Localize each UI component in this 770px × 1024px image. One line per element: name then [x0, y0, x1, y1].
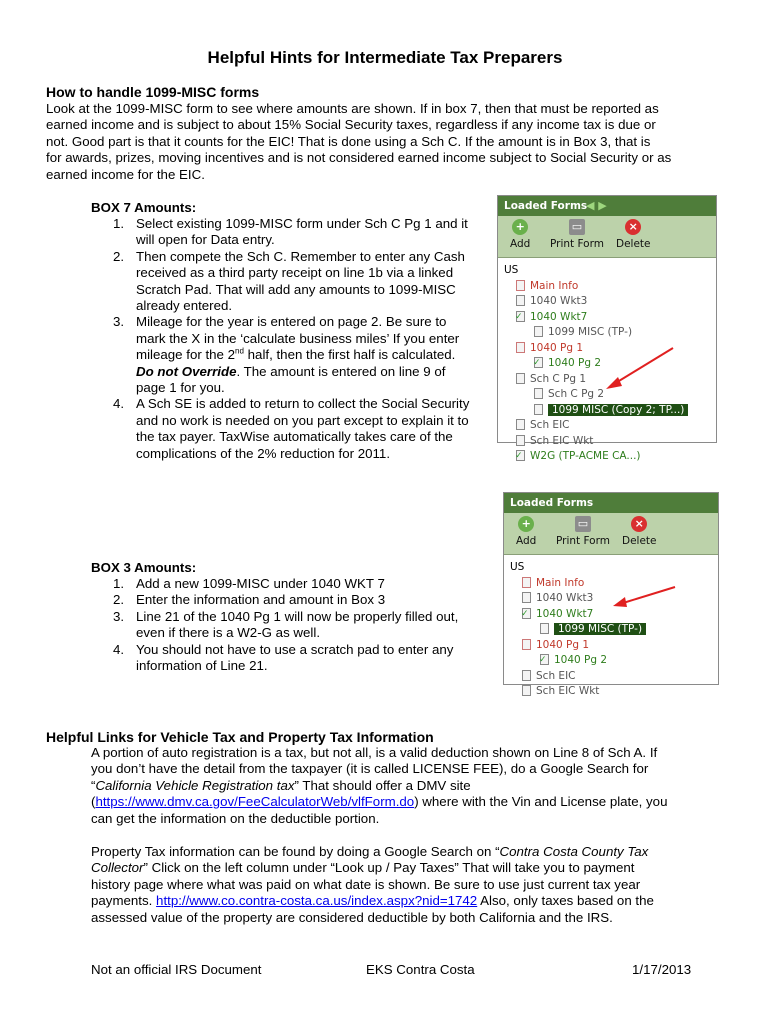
- form-icon: [516, 295, 525, 306]
- tree-label: Sch EIC: [530, 419, 570, 431]
- intro-line: for awards, prizes, moving incentives and is not considered earned income subject to Social Security or as: [46, 150, 672, 166]
- form-icon: [534, 388, 543, 399]
- list-number: 4.: [113, 396, 125, 412]
- list-item: [91, 592, 511, 608]
- para-text: Also, only taxes based on the: [477, 893, 654, 909]
- add-label: Add: [510, 238, 531, 250]
- tree-label: Sch C Pg 1: [530, 372, 587, 385]
- list-number: 1.: [113, 576, 125, 591]
- para-text: Property Tax information can be found by doing a Google Search on “: [91, 844, 500, 859]
- tree-label: 1040 Pg 1: [530, 341, 584, 354]
- tree-item[interactable]: [504, 324, 716, 340]
- step-line: page 1 for you.: [136, 380, 225, 396]
- tree-label: 1040 Wkt7: [530, 310, 588, 323]
- box7-steps: [91, 216, 511, 462]
- para-line: assessed value of the property are considered deductible by both California and the IRS.: [91, 909, 613, 925]
- step-text: . The amount is entered on line 9 of: [236, 363, 446, 379]
- step-line: [136, 347, 511, 363]
- step-line: Scratch Pad. That will add any amounts to 1099-MISC: [136, 281, 456, 297]
- form-icon: [522, 592, 531, 603]
- intro-line: Look at the 1099-MISC form to see where amounts are shown. If in box 7, then that must be reported as: [46, 101, 659, 116]
- tree-label: 1099 MISC (TP-): [554, 623, 646, 635]
- form-icon: [534, 404, 543, 415]
- list-item: [91, 249, 511, 315]
- list-number: 2.: [113, 248, 125, 264]
- form-icon: [522, 685, 531, 696]
- tree-item[interactable]: [504, 293, 716, 309]
- tree-item[interactable]: [510, 668, 718, 684]
- para-line: [91, 860, 708, 876]
- form-icon: [534, 326, 543, 337]
- red-arrow-icon: [598, 344, 678, 394]
- step-line: information of Line 21.: [136, 658, 268, 674]
- step-line: mark the X in the ‘calculate business miles’ If you enter: [136, 330, 460, 346]
- intro-line: earned income for the EIC.: [46, 166, 205, 182]
- form-icon: [516, 419, 525, 430]
- list-number: 2.: [113, 592, 125, 608]
- tree-item[interactable]: [510, 637, 718, 653]
- panel-title: Loaded Forms: [510, 497, 594, 509]
- para-text: payments.: [91, 893, 157, 909]
- loaded-forms-panel-2: [503, 492, 719, 697]
- step-line: A Sch SE is added to return to collect the Social Security: [136, 396, 470, 412]
- step-line: and no work is needed on you part except to explain it to: [136, 412, 469, 428]
- list-number: 1.: [113, 216, 125, 231]
- para-line: [91, 794, 708, 810]
- list-item: [91, 216, 511, 249]
- para-line: [91, 893, 708, 909]
- form-check-icon: [540, 654, 549, 665]
- print-form-button[interactable]: [556, 515, 610, 548]
- para-line: [91, 844, 708, 860]
- contra-costa-link[interactable]: http://www.co.contra-costa.ca.us/index.aspx?nid=1742: [156, 893, 478, 909]
- intro-line: earned income and is subject to about 15% Social Security taxes, regardless if any income tax is due or: [46, 117, 656, 133]
- step-line: even if there is a W2-G as well.: [136, 625, 321, 641]
- step-text: mileage for the 2: [136, 347, 236, 363]
- tree-label: 1040 Pg 2: [554, 654, 608, 666]
- tree-item[interactable]: [504, 278, 716, 294]
- para-text: ) where with the Vin and License plate, you: [414, 794, 668, 810]
- form-check-icon: [522, 608, 531, 619]
- printer-icon: ▭: [575, 516, 591, 532]
- footer-date: 1/17/2013: [632, 962, 692, 977]
- para-line: can get the information on the deductible portion.: [91, 810, 380, 826]
- property-tax-paragraph: [91, 844, 708, 926]
- search-term: Contra Costa County Tax: [499, 844, 649, 859]
- intro-paragraph: [46, 101, 708, 183]
- tree-label: W2G (TP-ACME CA...): [530, 450, 641, 462]
- search-term: Collector: [91, 860, 144, 876]
- delete-button[interactable]: [616, 218, 651, 251]
- step-line: will open for Data entry.: [136, 232, 275, 248]
- step-line: the tax payer. TaxWise automatically takes care of the: [136, 429, 453, 445]
- list-number: 3.: [113, 608, 125, 624]
- form-icon: [522, 577, 531, 588]
- search-term: California Vehicle Registration tax: [95, 777, 295, 793]
- para-line: [91, 778, 708, 794]
- form-icon: [522, 670, 531, 681]
- step-line: received as a third party receipt on line 1b via a linked: [136, 265, 454, 281]
- print-label: Print Form: [550, 238, 604, 250]
- delete-icon: ×: [625, 219, 641, 235]
- form-icon: [516, 373, 525, 384]
- tree-label: Sch C Pg 2: [548, 388, 605, 400]
- footer-left: Not an official IRS Document: [91, 962, 262, 977]
- list-number: 3.: [113, 314, 125, 330]
- step-line: Add a new 1099-MISC under 1040 WKT 7: [136, 576, 385, 591]
- list-item: [91, 576, 511, 592]
- para-line: A portion of auto registration is a tax, but not all, is a valid deduction shown on Line 8 of Sch A. If: [91, 745, 658, 760]
- form-icon: [540, 623, 549, 634]
- vehicle-tax-paragraph: [91, 745, 708, 827]
- tree-item[interactable]: [504, 309, 716, 325]
- panel-header: [498, 196, 716, 216]
- step-line: Then compete the Sch C. Remember to enter any Cash: [136, 248, 465, 264]
- tree-label: Sch EIC Wkt: [536, 685, 600, 697]
- list-item: [91, 609, 511, 642]
- add-button[interactable]: [516, 515, 536, 548]
- para-line: you don’t have the detail from the taxpayer (it is called LICENSE FEE), do a Google Search for: [91, 761, 649, 777]
- box7-heading: BOX 7 Amounts:: [91, 200, 197, 215]
- step-line: Line 21 of the 1040 Pg 1 will now be properly filled out,: [136, 608, 459, 624]
- para-line: history page where what was paid on what date is shown. Be sure to use just current tax year: [91, 876, 641, 892]
- tree-item[interactable]: [504, 448, 716, 464]
- tree-label: 1099 MISC (Copy 2; TP...): [548, 404, 688, 416]
- box3-heading: BOX 3 Amounts:: [91, 560, 197, 575]
- panel-toolbar: [504, 513, 718, 555]
- form-icon: [516, 280, 525, 291]
- tree-label: 1040 Wkt3: [536, 592, 594, 604]
- para-text: (: [91, 794, 96, 810]
- step-line: Enter the information and amount in Box 3: [136, 592, 386, 608]
- red-arrow-icon: [609, 583, 679, 613]
- tree-item[interactable]: [504, 433, 716, 449]
- step-line: already entered.: [136, 298, 233, 314]
- page-title: Helpful Hints for Intermediate Tax Preparers: [207, 48, 563, 67]
- delete-button[interactable]: [622, 515, 657, 548]
- list-item: [91, 396, 511, 462]
- do-not-override-text: Do not Override: [136, 363, 237, 379]
- dmv-link[interactable]: https://www.dmv.ca.gov/FeeCalculatorWeb/vlfForm.do: [95, 794, 415, 810]
- tree-item[interactable]: [510, 683, 718, 699]
- form-icon: [522, 639, 531, 650]
- footer-center: EKS Contra Costa: [366, 962, 475, 977]
- add-button[interactable]: [510, 218, 530, 251]
- add-icon: +: [512, 219, 528, 235]
- tree-label: Main Info: [536, 576, 585, 589]
- para-text: ” Click on the left column under “Look up / Pay Taxes” That will take you to payment: [143, 860, 635, 876]
- step-line: You should not have to use a scratch pad to enter any: [136, 641, 454, 657]
- form-check-icon: [516, 450, 525, 461]
- delete-label: Delete: [616, 238, 651, 250]
- superscript: nd: [235, 346, 244, 356]
- add-label: Add: [516, 535, 537, 547]
- tree-label: Sch EIC Wkt: [530, 434, 594, 447]
- step-line: Select existing 1099-MISC form under Sch C Pg 1 and it: [136, 216, 468, 231]
- form-check-icon: [516, 311, 525, 322]
- tree-item[interactable]: [510, 652, 718, 668]
- tree-label: 1040 Pg 2: [548, 357, 602, 369]
- tree-item[interactable]: [504, 417, 716, 433]
- panel-header: [504, 493, 718, 513]
- panel-title: Loaded Forms: [504, 200, 588, 212]
- section-heading-1099misc: How to handle 1099-MISC forms: [46, 84, 260, 100]
- tree-label: 1040 Wkt7: [536, 607, 594, 620]
- tree-label: 1099 MISC (TP-): [548, 326, 633, 338]
- list-number: 4.: [113, 641, 125, 657]
- form-icon: [516, 435, 525, 446]
- list-item: [91, 642, 511, 675]
- tree-item-selected[interactable]: [510, 621, 718, 637]
- step-line: complications of the 2% reduction for 2011.: [136, 445, 391, 461]
- box3-steps: [91, 576, 511, 674]
- intro-line: not. Good part is that it counts for the EIC! That is done using a Sch C. If the amount is in Box 3, that is: [46, 133, 651, 149]
- step-line: Mileage for the year is entered on page 2. Be sure to: [136, 314, 447, 330]
- quote: “: [91, 777, 96, 793]
- tree-label: 1040 Wkt3: [530, 295, 588, 307]
- loaded-forms-panel-1: [497, 195, 717, 462]
- add-icon: +: [518, 516, 534, 532]
- printer-icon: ▭: [569, 219, 585, 235]
- para-text: ” That should offer a DMV site: [294, 777, 471, 793]
- panel-toolbar: [498, 216, 716, 258]
- delete-label: Delete: [622, 535, 657, 547]
- forms-tree: [504, 555, 718, 699]
- tree-root[interactable]: US: [510, 561, 525, 573]
- tree-label: 1040 Pg 1: [536, 638, 590, 651]
- form-icon: [516, 342, 525, 353]
- tree-label: Sch EIC: [536, 669, 576, 682]
- section-heading-links: Helpful Links for Vehicle Tax and Property Tax Information: [46, 729, 434, 745]
- list-item: [91, 314, 511, 396]
- delete-icon: ×: [631, 516, 647, 532]
- form-check-icon: [534, 357, 543, 368]
- tree-item-selected[interactable]: [504, 402, 716, 418]
- step-text: half, then the first half is calculated.: [243, 347, 456, 363]
- print-form-button[interactable]: [550, 218, 604, 251]
- tree-root[interactable]: US: [504, 264, 519, 276]
- tree-label: Main Info: [530, 279, 579, 292]
- step-line: [136, 364, 511, 380]
- print-label: Print Form: [556, 535, 610, 547]
- nav-arrows-icon[interactable]: ◀ ▶: [586, 199, 607, 212]
